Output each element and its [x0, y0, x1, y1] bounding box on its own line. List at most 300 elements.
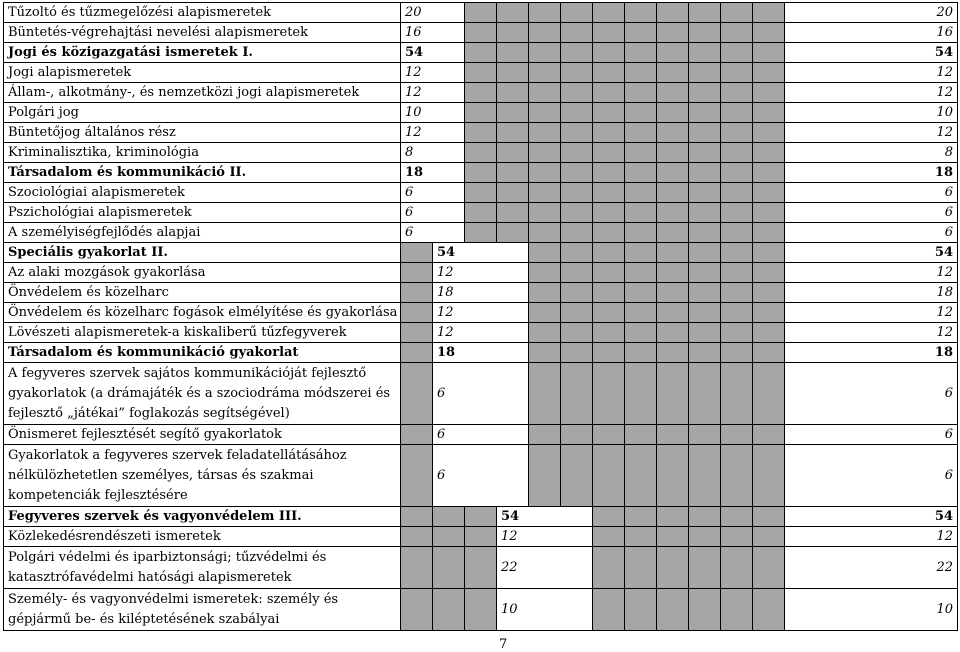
shaded-cell — [625, 83, 657, 103]
shaded-cell — [529, 83, 561, 103]
hours-value: 6 — [433, 363, 529, 425]
shaded-cell — [657, 547, 689, 589]
shaded-cell — [465, 123, 497, 143]
shaded-cell — [753, 343, 785, 363]
shaded-cell — [625, 3, 657, 23]
table-row — [4, 243, 958, 263]
hours-value: 12 — [433, 323, 529, 343]
shaded-cell — [529, 263, 561, 283]
shaded-cell — [689, 203, 721, 223]
shaded-cell — [401, 343, 433, 363]
shaded-cell — [721, 23, 753, 43]
shaded-cell — [689, 63, 721, 83]
shaded-cell — [529, 445, 561, 507]
shaded-cell — [465, 183, 497, 203]
shaded-cell — [625, 23, 657, 43]
shaded-cell — [593, 3, 625, 23]
subject-name: Társadalom és kommunikáció gyakorlat — [4, 343, 401, 363]
shaded-cell — [529, 323, 561, 343]
subject-name: Kriminalisztika, kriminológia — [4, 143, 401, 163]
shaded-cell — [689, 23, 721, 43]
shaded-cell — [593, 103, 625, 123]
shaded-cell — [625, 43, 657, 63]
shaded-cell — [593, 203, 625, 223]
shaded-cell — [625, 263, 657, 283]
shaded-cell — [657, 303, 689, 323]
shaded-cell — [625, 163, 657, 183]
table-row — [4, 183, 958, 203]
shaded-cell — [753, 23, 785, 43]
hours-value: 8 — [401, 143, 465, 163]
shaded-cell — [657, 63, 689, 83]
shaded-cell — [753, 323, 785, 343]
shaded-cell — [721, 163, 753, 183]
total-hours: 12 — [785, 83, 958, 103]
shaded-cell — [561, 363, 593, 425]
shaded-cell — [753, 425, 785, 445]
total-hours: 12 — [785, 527, 958, 547]
shaded-cell — [721, 63, 753, 83]
shaded-cell — [689, 223, 721, 243]
shaded-cell — [529, 143, 561, 163]
hours-value: 6 — [401, 203, 465, 223]
shaded-cell — [401, 263, 433, 283]
shaded-cell — [529, 163, 561, 183]
shaded-cell — [593, 445, 625, 507]
shaded-cell — [593, 343, 625, 363]
subject-name: Társadalom és kommunikáció II. — [4, 163, 401, 183]
shaded-cell — [657, 283, 689, 303]
shaded-cell — [465, 63, 497, 83]
shaded-cell — [465, 547, 497, 589]
subject-name: Speciális gyakorlat II. — [4, 243, 401, 263]
shaded-cell — [657, 343, 689, 363]
shaded-cell — [497, 23, 529, 43]
shaded-cell — [561, 23, 593, 43]
table-row — [4, 123, 958, 143]
shaded-cell — [561, 3, 593, 23]
shaded-cell — [529, 243, 561, 263]
subject-name: Tűzoltó és tűzmegelőzési alapismeretek — [4, 3, 401, 23]
shaded-cell — [689, 547, 721, 589]
subject-name: Polgári jog — [4, 103, 401, 123]
shaded-cell — [625, 507, 657, 527]
total-hours: 18 — [785, 283, 958, 303]
shaded-cell — [721, 183, 753, 203]
hours-value: 16 — [401, 23, 465, 43]
shaded-cell — [753, 527, 785, 547]
shaded-cell — [561, 183, 593, 203]
table-row — [4, 263, 958, 283]
shaded-cell — [689, 303, 721, 323]
shaded-cell — [497, 123, 529, 143]
subject-name: Büntetés-végrehajtási nevelési alapismeretek — [4, 23, 401, 43]
shaded-cell — [561, 83, 593, 103]
hours-value: 12 — [433, 263, 529, 283]
shaded-cell — [561, 43, 593, 63]
total-hours: 10 — [785, 103, 958, 123]
shaded-cell — [497, 163, 529, 183]
shaded-cell — [721, 123, 753, 143]
shaded-cell — [689, 103, 721, 123]
shaded-cell — [593, 43, 625, 63]
shaded-cell — [721, 445, 753, 507]
shaded-cell — [433, 527, 465, 547]
shaded-cell — [529, 3, 561, 23]
shaded-cell — [689, 425, 721, 445]
shaded-cell — [401, 323, 433, 343]
shaded-cell — [593, 63, 625, 83]
shaded-cell — [593, 83, 625, 103]
table-row — [4, 43, 958, 63]
hours-value: 6 — [433, 445, 529, 507]
hours-value: 6 — [401, 183, 465, 203]
shaded-cell — [529, 103, 561, 123]
shaded-cell — [497, 3, 529, 23]
shaded-cell — [465, 203, 497, 223]
shaded-cell — [401, 243, 433, 263]
table-row — [4, 547, 958, 589]
shaded-cell — [593, 143, 625, 163]
subject-name: A személyiségfejlődés alapjai — [4, 223, 401, 243]
shaded-cell — [721, 3, 753, 23]
shaded-cell — [401, 363, 433, 425]
curriculum-table-body — [4, 3, 958, 631]
table-row — [4, 223, 958, 243]
shaded-cell — [625, 183, 657, 203]
shaded-cell — [657, 223, 689, 243]
shaded-cell — [593, 223, 625, 243]
shaded-cell — [753, 63, 785, 83]
table-row — [4, 63, 958, 83]
shaded-cell — [721, 83, 753, 103]
shaded-cell — [753, 243, 785, 263]
hours-value: 54 — [401, 43, 465, 63]
table-row — [4, 83, 958, 103]
shaded-cell — [433, 589, 465, 631]
shaded-cell — [753, 283, 785, 303]
shaded-cell — [561, 425, 593, 445]
shaded-cell — [721, 425, 753, 445]
subject-name: Büntetőjog általános rész — [4, 123, 401, 143]
shaded-cell — [561, 123, 593, 143]
shaded-cell — [625, 223, 657, 243]
hours-value: 6 — [433, 425, 529, 445]
shaded-cell — [657, 143, 689, 163]
shaded-cell — [593, 547, 625, 589]
shaded-cell — [689, 83, 721, 103]
shaded-cell — [689, 3, 721, 23]
hours-value: 18 — [433, 283, 529, 303]
shaded-cell — [657, 363, 689, 425]
table-row — [4, 507, 958, 527]
shaded-cell — [529, 23, 561, 43]
shaded-cell — [753, 203, 785, 223]
shaded-cell — [465, 43, 497, 63]
shaded-cell — [497, 223, 529, 243]
shaded-cell — [753, 163, 785, 183]
hours-value: 12 — [401, 63, 465, 83]
shaded-cell — [625, 527, 657, 547]
shaded-cell — [529, 425, 561, 445]
shaded-cell — [401, 283, 433, 303]
shaded-cell — [433, 547, 465, 589]
shaded-cell — [753, 43, 785, 63]
total-hours: 12 — [785, 63, 958, 83]
shaded-cell — [497, 63, 529, 83]
shaded-cell — [465, 589, 497, 631]
shaded-cell — [561, 323, 593, 343]
shaded-cell — [721, 589, 753, 631]
shaded-cell — [433, 507, 465, 527]
shaded-cell — [657, 589, 689, 631]
shaded-cell — [497, 183, 529, 203]
table-row — [4, 425, 958, 445]
shaded-cell — [689, 323, 721, 343]
shaded-cell — [657, 527, 689, 547]
shaded-cell — [401, 445, 433, 507]
shaded-cell — [401, 547, 433, 589]
shaded-cell — [529, 363, 561, 425]
shaded-cell — [593, 323, 625, 343]
shaded-cell — [721, 43, 753, 63]
table-row — [4, 303, 958, 323]
shaded-cell — [625, 363, 657, 425]
shaded-cell — [625, 425, 657, 445]
total-hours: 6 — [785, 425, 958, 445]
total-hours: 54 — [785, 507, 958, 527]
total-hours: 12 — [785, 263, 958, 283]
shaded-cell — [657, 425, 689, 445]
shaded-cell — [657, 507, 689, 527]
shaded-cell — [689, 123, 721, 143]
shaded-cell — [721, 323, 753, 343]
shaded-cell — [625, 547, 657, 589]
shaded-cell — [465, 103, 497, 123]
shaded-cell — [753, 589, 785, 631]
shaded-cell — [753, 547, 785, 589]
shaded-cell — [561, 283, 593, 303]
hours-value: 10 — [497, 589, 593, 631]
subject-name: Gyakorlatok a fegyveres szervek feladatellátásához nélkülözhetetlen személyes, társas és szakmai kompetenciák fejlesztésére — [4, 445, 401, 507]
subject-name: Pszichológiai alapismeretek — [4, 203, 401, 223]
shaded-cell — [689, 43, 721, 63]
shaded-cell — [593, 263, 625, 283]
shaded-cell — [721, 527, 753, 547]
subject-name: Az alaki mozgások gyakorlása — [4, 263, 401, 283]
shaded-cell — [753, 103, 785, 123]
table-row — [4, 323, 958, 343]
table-row — [4, 363, 958, 425]
shaded-cell — [401, 527, 433, 547]
shaded-cell — [593, 23, 625, 43]
shaded-cell — [529, 303, 561, 323]
shaded-cell — [721, 263, 753, 283]
subject-name: Polgári védelmi és iparbiztonsági; tűzvédelmi és katasztrófavédelmi hatósági alapismeretek — [4, 547, 401, 589]
shaded-cell — [753, 3, 785, 23]
shaded-cell — [625, 589, 657, 631]
shaded-cell — [593, 363, 625, 425]
shaded-cell — [529, 283, 561, 303]
shaded-cell — [753, 143, 785, 163]
shaded-cell — [689, 445, 721, 507]
shaded-cell — [593, 183, 625, 203]
shaded-cell — [593, 507, 625, 527]
shaded-cell — [465, 223, 497, 243]
subject-name: A fegyveres szervek sajátos kommunikációját fejlesztő gyakorlatok (a drámajáték és a szociodráma módszerei és fejlesztő „játékai” foglakozás segítségével) — [4, 363, 401, 425]
shaded-cell — [529, 183, 561, 203]
shaded-cell — [689, 363, 721, 425]
shaded-cell — [625, 343, 657, 363]
shaded-cell — [657, 203, 689, 223]
shaded-cell — [593, 243, 625, 263]
shaded-cell — [689, 527, 721, 547]
shaded-cell — [657, 183, 689, 203]
shaded-cell — [689, 283, 721, 303]
subject-name: Lövészeti alapismeretek-a kiskaliberű tűzfegyverek — [4, 323, 401, 343]
shaded-cell — [561, 243, 593, 263]
shaded-cell — [465, 527, 497, 547]
shaded-cell — [401, 303, 433, 323]
hours-value: 20 — [401, 3, 465, 23]
shaded-cell — [657, 263, 689, 283]
shaded-cell — [721, 103, 753, 123]
shaded-cell — [657, 445, 689, 507]
shaded-cell — [753, 123, 785, 143]
table-row — [4, 3, 958, 23]
shaded-cell — [561, 163, 593, 183]
shaded-cell — [593, 163, 625, 183]
total-hours: 54 — [785, 43, 958, 63]
hours-value: 54 — [433, 243, 529, 263]
hours-value: 12 — [497, 527, 593, 547]
shaded-cell — [593, 123, 625, 143]
shaded-cell — [721, 283, 753, 303]
shaded-cell — [497, 83, 529, 103]
shaded-cell — [689, 183, 721, 203]
total-hours: 6 — [785, 203, 958, 223]
subject-name: Önvédelem és közelharc — [4, 283, 401, 303]
shaded-cell — [497, 143, 529, 163]
shaded-cell — [593, 589, 625, 631]
table-row — [4, 343, 958, 363]
shaded-cell — [625, 123, 657, 143]
shaded-cell — [465, 83, 497, 103]
shaded-cell — [657, 323, 689, 343]
shaded-cell — [753, 507, 785, 527]
shaded-cell — [465, 23, 497, 43]
shaded-cell — [593, 283, 625, 303]
shaded-cell — [529, 223, 561, 243]
shaded-cell — [465, 143, 497, 163]
shaded-cell — [689, 163, 721, 183]
shaded-cell — [625, 203, 657, 223]
shaded-cell — [593, 527, 625, 547]
shaded-cell — [657, 23, 689, 43]
total-hours: 20 — [785, 3, 958, 23]
shaded-cell — [753, 223, 785, 243]
shaded-cell — [721, 143, 753, 163]
shaded-cell — [625, 103, 657, 123]
shaded-cell — [561, 223, 593, 243]
hours-value: 18 — [401, 163, 465, 183]
shaded-cell — [753, 363, 785, 425]
hours-value: 18 — [433, 343, 529, 363]
shaded-cell — [561, 63, 593, 83]
shaded-cell — [657, 3, 689, 23]
total-hours: 22 — [785, 547, 958, 589]
shaded-cell — [689, 243, 721, 263]
shaded-cell — [689, 343, 721, 363]
subject-name: Állam-, alkotmány-, és nemzetközi jogi alapismeretek — [4, 83, 401, 103]
subject-name: Önismeret fejlesztését segítő gyakorlatok — [4, 425, 401, 445]
shaded-cell — [529, 63, 561, 83]
shaded-cell — [689, 263, 721, 283]
shaded-cell — [721, 547, 753, 589]
shaded-cell — [465, 163, 497, 183]
total-hours: 18 — [785, 163, 958, 183]
hours-value: 6 — [401, 223, 465, 243]
shaded-cell — [401, 425, 433, 445]
total-hours: 12 — [785, 323, 958, 343]
subject-name: Közlekedésrendészeti ismeretek — [4, 527, 401, 547]
total-hours: 6 — [785, 183, 958, 203]
shaded-cell — [497, 203, 529, 223]
hours-value: 12 — [401, 83, 465, 103]
shaded-cell — [561, 263, 593, 283]
total-hours: 6 — [785, 445, 958, 507]
shaded-cell — [689, 143, 721, 163]
shaded-cell — [625, 283, 657, 303]
shaded-cell — [465, 3, 497, 23]
shaded-cell — [625, 143, 657, 163]
total-hours: 6 — [785, 363, 958, 425]
shaded-cell — [721, 363, 753, 425]
shaded-cell — [721, 243, 753, 263]
shaded-cell — [689, 589, 721, 631]
total-hours: 10 — [785, 589, 958, 631]
shaded-cell — [497, 103, 529, 123]
shaded-cell — [401, 507, 433, 527]
shaded-cell — [657, 123, 689, 143]
shaded-cell — [625, 445, 657, 507]
subject-name: Szociológiai alapismeretek — [4, 183, 401, 203]
shaded-cell — [529, 203, 561, 223]
page-number: 7 — [499, 637, 508, 652]
shaded-cell — [721, 223, 753, 243]
table-row — [4, 163, 958, 183]
shaded-cell — [657, 43, 689, 63]
table-row — [4, 283, 958, 303]
hours-value: 12 — [433, 303, 529, 323]
subject-name: Fegyveres szervek és vagyonvédelem III. — [4, 507, 401, 527]
table-row — [4, 445, 958, 507]
subject-name: Önvédelem és közelharc fogások elmélyítése és gyakorlása — [4, 303, 401, 323]
shaded-cell — [625, 243, 657, 263]
shaded-cell — [721, 203, 753, 223]
shaded-cell — [529, 123, 561, 143]
table-row — [4, 589, 958, 631]
hours-value: 22 — [497, 547, 593, 589]
shaded-cell — [753, 183, 785, 203]
shaded-cell — [657, 243, 689, 263]
shaded-cell — [529, 43, 561, 63]
subject-name: Személy- és vagyonvédelmi ismeretek: személy és gépjármű be- és kiléptetésének szabályai — [4, 589, 401, 631]
total-hours: 6 — [785, 223, 958, 243]
shaded-cell — [561, 303, 593, 323]
shaded-cell — [657, 103, 689, 123]
shaded-cell — [689, 507, 721, 527]
